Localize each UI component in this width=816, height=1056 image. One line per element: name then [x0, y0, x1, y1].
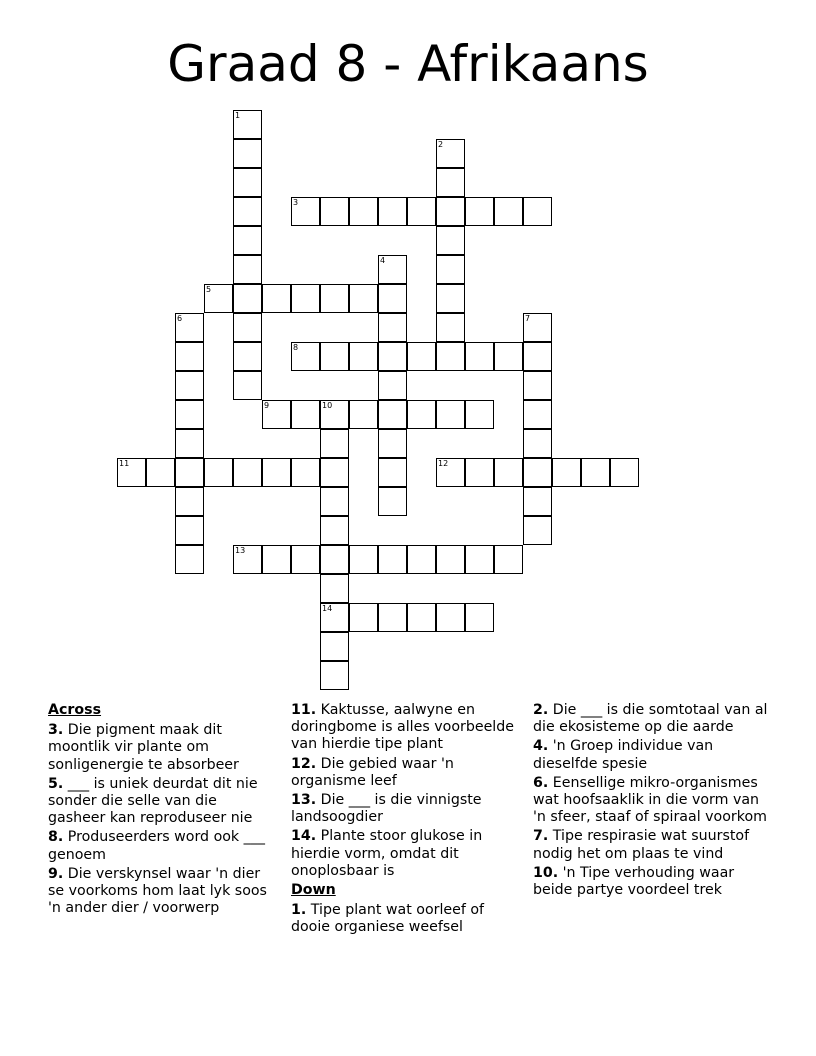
clue-item-number: 14.: [291, 828, 317, 845]
grid-cell[interactable]: [233, 139, 262, 168]
grid-cell[interactable]: [436, 139, 465, 168]
grid-cell[interactable]: [378, 371, 407, 400]
clue-item-number: 8.: [48, 829, 64, 846]
grid-cell[interactable]: [233, 371, 262, 400]
clue-number: 7: [525, 314, 531, 323]
grid-cell[interactable]: [291, 284, 320, 313]
grid-cell[interactable]: [465, 603, 494, 632]
clue-item-number: 4.: [533, 738, 549, 755]
clue-number: 9: [264, 401, 270, 410]
grid-cell[interactable]: [581, 458, 610, 487]
grid-cell[interactable]: [262, 545, 291, 574]
clue-item: [291, 702, 523, 754]
clue-number: 13: [235, 546, 246, 555]
grid-cell[interactable]: [378, 603, 407, 632]
grid-cell[interactable]: [291, 545, 320, 574]
clues-column-3: [533, 702, 773, 901]
grid-cell[interactable]: [349, 197, 378, 226]
grid-cell[interactable]: [378, 429, 407, 458]
grid-cell[interactable]: [465, 458, 494, 487]
grid-cell[interactable]: [436, 284, 465, 313]
clue-item-text: Tipe plant wat oorleef of dooie organiese weefsel: [291, 902, 485, 936]
clue-item-number: 13.: [291, 792, 317, 809]
section-heading: Down: [291, 882, 336, 899]
clue-item: [48, 866, 276, 918]
grid-cell[interactable]: [523, 197, 552, 226]
grid-cell[interactable]: [175, 516, 204, 545]
grid-cell[interactable]: [552, 458, 581, 487]
grid-cell[interactable]: [320, 545, 349, 574]
clue-item: [48, 776, 276, 828]
clue-item: [48, 722, 276, 774]
grid-cell[interactable]: [233, 313, 262, 342]
grid-cell[interactable]: [233, 226, 262, 255]
clue-item-text: Die ___ is die somtotaal van al die ekosisteme op die aarde: [533, 702, 768, 736]
clue-item-number: 12.: [291, 755, 317, 772]
grid-cell[interactable]: [175, 429, 204, 458]
clue-number: 6: [177, 314, 183, 323]
grid-cell[interactable]: [320, 603, 349, 632]
grid-cell[interactable]: [320, 342, 349, 371]
clue-number: 10: [322, 401, 333, 410]
clue-item-number: 1.: [291, 902, 307, 919]
grid-cell[interactable]: [175, 371, 204, 400]
grid-cell[interactable]: [262, 400, 291, 429]
clue-item-number: 3.: [48, 722, 64, 739]
grid-cell[interactable]: [494, 458, 523, 487]
grid-cell[interactable]: [407, 197, 436, 226]
grid-cell[interactable]: [175, 458, 204, 487]
grid-cell[interactable]: [436, 255, 465, 284]
clue-item-number: 6.: [533, 774, 549, 791]
clue-number: 3: [293, 198, 299, 207]
clues-column-1: [48, 702, 276, 919]
grid-cell[interactable]: [378, 284, 407, 313]
grid-cell[interactable]: [465, 545, 494, 574]
grid-cell[interactable]: [378, 458, 407, 487]
grid-cell[interactable]: [175, 545, 204, 574]
grid-cell[interactable]: [378, 487, 407, 516]
grid-cell[interactable]: [378, 197, 407, 226]
grid-cell[interactable]: [436, 168, 465, 197]
clue-number: 11: [119, 459, 130, 468]
grid-cell[interactable]: [494, 342, 523, 371]
grid-cell[interactable]: [436, 226, 465, 255]
grid-cell[interactable]: [320, 429, 349, 458]
grid-cell[interactable]: [233, 255, 262, 284]
grid-cell[interactable]: [204, 458, 233, 487]
grid-cell[interactable]: [378, 400, 407, 429]
grid-cell[interactable]: [233, 458, 262, 487]
grid-cell[interactable]: [407, 603, 436, 632]
clue-number: 1: [235, 111, 241, 120]
grid-cell[interactable]: [233, 197, 262, 226]
grid-cell[interactable]: [523, 371, 552, 400]
clue-item-text: ___ is uniek deurdat dit nie sonder die selle van die gasheer kan reproduseer nie: [48, 775, 258, 827]
grid-cell[interactable]: [378, 545, 407, 574]
grid-cell[interactable]: [175, 400, 204, 429]
clue-item-text: 'n Tipe verhouding waar beide partye voordeel trek: [533, 864, 735, 899]
clue-number: 5: [206, 285, 212, 294]
grid-cell[interactable]: [233, 284, 262, 313]
grid-cell[interactable]: [320, 458, 349, 487]
grid-cell[interactable]: [523, 516, 552, 545]
grid-cell[interactable]: [523, 313, 552, 342]
clue-number: 14: [322, 604, 333, 613]
clue-item-number: 7.: [533, 828, 549, 845]
grid-cell[interactable]: [465, 197, 494, 226]
clue-item-text: Die verskynsel waar 'n dier se voorkoms hom laat lyk soos 'n ander dier / voorwerp: [48, 865, 267, 917]
clue-item-number: 5.: [48, 775, 64, 792]
clues-column-2: [291, 702, 523, 939]
clue-item-text: Die gebied waar 'n organisme leef: [291, 755, 454, 789]
clue-item: [291, 828, 523, 880]
grid-cell[interactable]: [233, 168, 262, 197]
grid-cell[interactable]: [320, 661, 349, 690]
clue-item-text: 'n Groep individue van dieselfde spesie: [533, 738, 714, 772]
grid-cell[interactable]: [523, 342, 552, 371]
grid-cell[interactable]: [146, 458, 175, 487]
grid-cell[interactable]: [291, 342, 320, 371]
grid-cell[interactable]: [436, 545, 465, 574]
clue-item-text: Plante stoor glukose in hierdie vorm, omdat dit onoplosbaar is: [291, 828, 483, 879]
clue-number: 2: [438, 140, 444, 149]
grid-cell[interactable]: [523, 429, 552, 458]
clue-item: [533, 775, 773, 827]
clue-item-number: 11.: [291, 702, 317, 718]
page-title: Graad 8 - Afrikaans: [167, 35, 649, 93]
grid-cell[interactable]: [320, 632, 349, 661]
grid-cell[interactable]: [494, 545, 523, 574]
grid-cell[interactable]: [378, 342, 407, 371]
grid-cell[interactable]: [320, 400, 349, 429]
grid-cell[interactable]: [436, 197, 465, 226]
section-heading: Across: [48, 702, 102, 718]
clue-item-number: 9.: [48, 865, 64, 882]
grid-cell[interactable]: [349, 342, 378, 371]
grid-cell[interactable]: [291, 197, 320, 226]
grid-cell[interactable]: [320, 487, 349, 516]
clue-item-text: Eensellige mikro-organismes wat hoofsaaklik in die vorm van 'n sfeer, staaf of spiraal voorkom: [533, 774, 767, 826]
clue-item: [291, 792, 523, 826]
clue-item: [533, 702, 773, 736]
grid-cell[interactable]: [436, 400, 465, 429]
grid-cell[interactable]: [436, 313, 465, 342]
grid-cell[interactable]: [436, 342, 465, 371]
grid-cell[interactable]: [523, 487, 552, 516]
grid-cell[interactable]: [494, 197, 523, 226]
clue-item-text: Kaktusse, aalwyne en doringbome is alles voorbeelde van hierdie tipe plant: [291, 702, 514, 753]
grid-cell[interactable]: [204, 284, 233, 313]
grid-cell[interactable]: [262, 458, 291, 487]
grid-cell[interactable]: [407, 342, 436, 371]
grid-cell[interactable]: [233, 342, 262, 371]
grid-cell[interactable]: [465, 400, 494, 429]
clue-item: [533, 828, 773, 862]
grid-cell[interactable]: [465, 342, 494, 371]
grid-cell[interactable]: [378, 255, 407, 284]
grid-cell[interactable]: [407, 545, 436, 574]
clue-item: [533, 738, 773, 772]
grid-cell[interactable]: [175, 487, 204, 516]
grid-cell[interactable]: [117, 458, 146, 487]
grid-cell[interactable]: [233, 545, 262, 574]
grid-cell[interactable]: [436, 458, 465, 487]
grid-cell[interactable]: [291, 400, 320, 429]
clue-item: [291, 756, 523, 790]
clue-number: 12: [438, 459, 449, 468]
grid-cell[interactable]: [378, 313, 407, 342]
clue-item: [48, 829, 276, 863]
clue-item-text: Produseerders word ook ___ genoem: [48, 829, 265, 863]
grid-cell[interactable]: [320, 284, 349, 313]
grid-cell[interactable]: [320, 197, 349, 226]
grid-cell[interactable]: [262, 284, 291, 313]
grid-cell[interactable]: [291, 458, 320, 487]
grid-cell[interactable]: [175, 342, 204, 371]
clue-item: [291, 902, 523, 936]
clue-item-text: Die pigment maak dit moontlik vir plante om sonligenergie te absorbeer: [48, 722, 239, 773]
grid-cell[interactable]: [349, 400, 378, 429]
clue-item-text: Tipe respirasie wat suurstof nodig het om plaas te vind: [533, 828, 750, 862]
grid-cell[interactable]: [523, 400, 552, 429]
clue-item-number: 2.: [533, 702, 549, 718]
grid-cell[interactable]: [523, 458, 552, 487]
grid-cell[interactable]: [349, 603, 378, 632]
clue-number: 8: [293, 343, 299, 352]
grid-cell[interactable]: [436, 603, 465, 632]
grid-cell[interactable]: [175, 313, 204, 342]
grid-cell[interactable]: [349, 545, 378, 574]
clue-item-text: Die ___ is die vinnigste landsoogdier: [291, 792, 482, 826]
clue-item-number: 10.: [533, 864, 559, 881]
grid-cell[interactable]: [407, 400, 436, 429]
grid-cell[interactable]: [349, 284, 378, 313]
grid-cell[interactable]: [610, 458, 639, 487]
grid-cell[interactable]: [320, 516, 349, 545]
clue-number: 4: [380, 256, 386, 265]
grid-cell[interactable]: [233, 110, 262, 139]
grid-cell[interactable]: [320, 574, 349, 603]
clue-item: [533, 865, 773, 899]
